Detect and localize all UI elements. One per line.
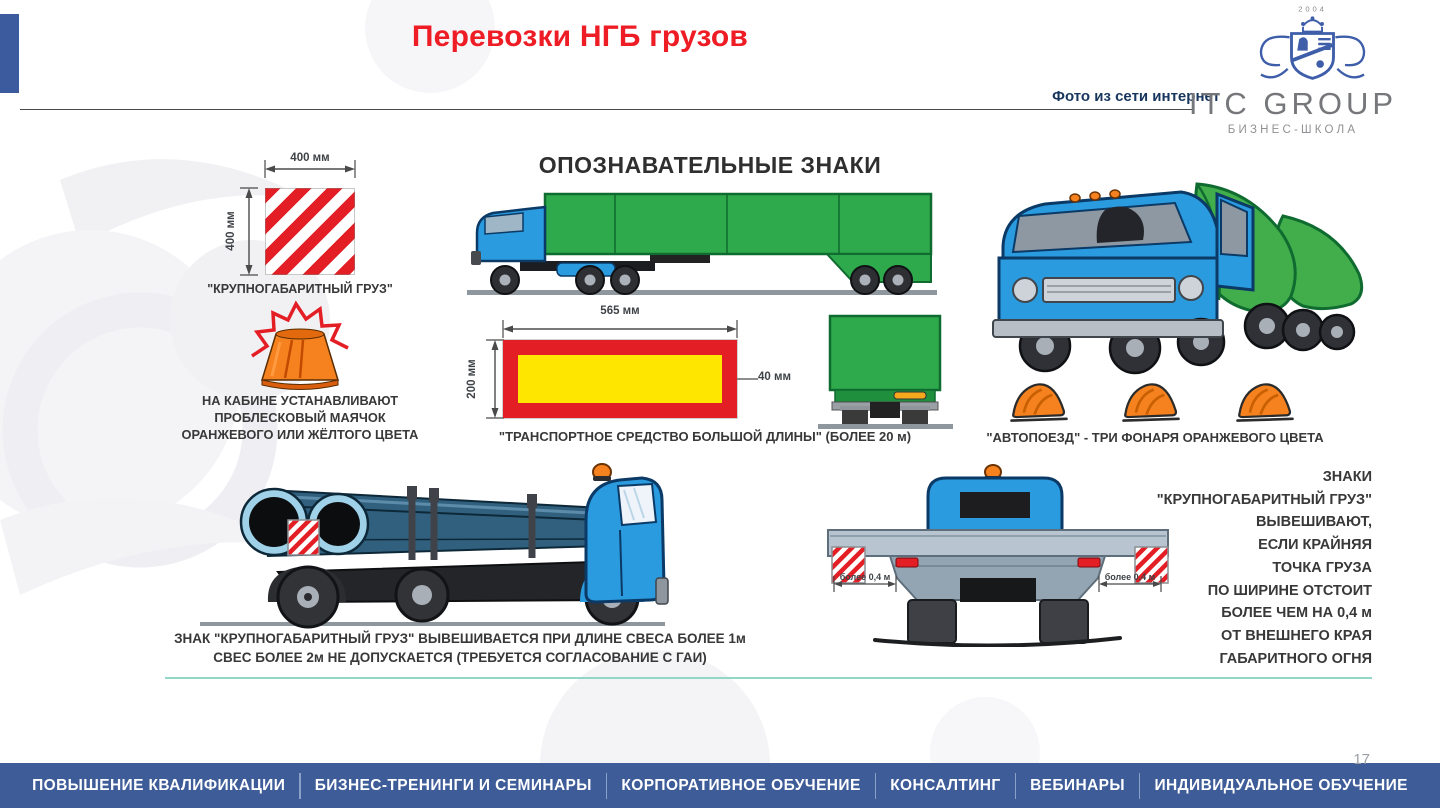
square-sign-height-label: 400 мм	[225, 211, 237, 251]
footer-item-webinars: ВЕБИНАРЫ	[1030, 776, 1125, 794]
beacon-caption: НА КАБИНЕ УСТАНАВЛИВАЮТ ПРОБЛЕСКОВЫЙ МАЯЧОК ОРАНЖЕВОГО ИЛИ ЖЁЛТОГО ЦВЕТА	[181, 393, 419, 442]
left-accent-bar	[0, 14, 19, 93]
header-divider	[20, 109, 1192, 110]
footer-item-consulting: КОНСАЛТИНГ	[890, 776, 1001, 794]
footer-bar	[0, 763, 1440, 808]
orange-lamp-icon	[1120, 378, 1182, 426]
logo-year: 2004	[1298, 4, 1327, 14]
footer-item-qualification: ПОВЫШЕНИЕ КВАЛИФИКАЦИИ	[32, 776, 286, 794]
footer-item-corporate: КОРПОРАТИВНОЕ ОБУЧЕНИЕ	[621, 776, 861, 794]
dim-label-left: более 0,4 м	[839, 572, 891, 582]
infographic-bottom-edge	[165, 677, 1372, 679]
overhang-caption-line2: СВЕС БОЛЕЕ 2м НЕ ДОПУСКАЕТСЯ (ТРЕБУЕТСЯ СОГЛАСОВАНИЕ С ГАИ)	[213, 650, 707, 665]
footer-item-individual: ИНДИВИДУАЛЬНОЕ ОБУЧЕНИЕ	[1154, 776, 1408, 794]
square-sign-width-label: 400 мм	[290, 152, 330, 164]
infographic-title: ОПОЗНАВАТЕЛЬНЫЕ ЗНАКИ	[538, 152, 882, 178]
long-vehicle-sign-border-label: 40 мм	[758, 371, 792, 383]
logo-subtitle: БИЗНЕС-ШКОЛА	[1227, 124, 1359, 136]
green-truck-rear-illustration	[818, 312, 953, 434]
semi-truck-illustration	[465, 185, 940, 300]
tank-road-train-illustration	[985, 150, 1375, 375]
orange-lamp-icon	[1008, 378, 1070, 426]
pipe-truck-illustration	[150, 460, 670, 635]
logo-name: ITC GROUP	[1188, 86, 1398, 121]
footer-item-trainings: БИЗНЕС-ТРЕНИНГИ И СЕМИНАРЫ	[314, 776, 592, 794]
long-vehicle-sign-height-label: 200 мм	[466, 359, 478, 399]
square-sign-caption: "КРУПНОГАБАРИТНЫЙ ГРУЗ"	[207, 282, 393, 296]
long-vehicle-sign-caption: "ТРАНСПОРТНОЕ СРЕДСТВО БОЛЬШОЙ ДЛИНЫ" (БОЛЕЕ 20 м)	[498, 429, 912, 444]
road-train-caption: "АВТОПОЕЗД" - ТРИ ФОНАРЯ ОРАНЖЕВОГО ЦВЕТА	[986, 430, 1324, 445]
dim-label-right: более 0,4 м	[1104, 572, 1156, 582]
beacon-icon	[240, 300, 360, 400]
oversize-cargo-sign	[265, 188, 355, 275]
photo-credit: Фото из сети интернет	[1052, 88, 1220, 105]
orange-lamp-icon	[1234, 378, 1296, 426]
long-vehicle-sign-width-label: 565 мм	[600, 305, 640, 317]
long-vehicle-sign	[503, 340, 737, 418]
itc-crest-icon	[1235, 2, 1390, 86]
width-rule-text: ЗНАКИ "КРУПНОГАБАРИТНЫЙ ГРУЗ" ВЫВЕШИВАЮТ, ЕСЛИ КРАЙНЯЯ ТОЧКА ГРУЗА ПО ШИРИНЕ ОТСТОИТ БОЛЕЕ ЧЕМ НА 0,4 м ОТ ВНЕШНЕГО КРАЯ ГАБАРИТНОГО ОГНЯ	[1156, 469, 1372, 667]
page-title: Перевозки НГБ грузов	[411, 20, 749, 53]
page-number: 17	[1353, 751, 1370, 768]
overhang-caption-line1: ЗНАК "КРУПНОГАБАРИТНЫЙ ГРУЗ" ВЫВЕШИВАЕТСЯ ПРИ ДЛИНЕ СВЕСА БОЛЕЕ 1м	[174, 631, 746, 646]
